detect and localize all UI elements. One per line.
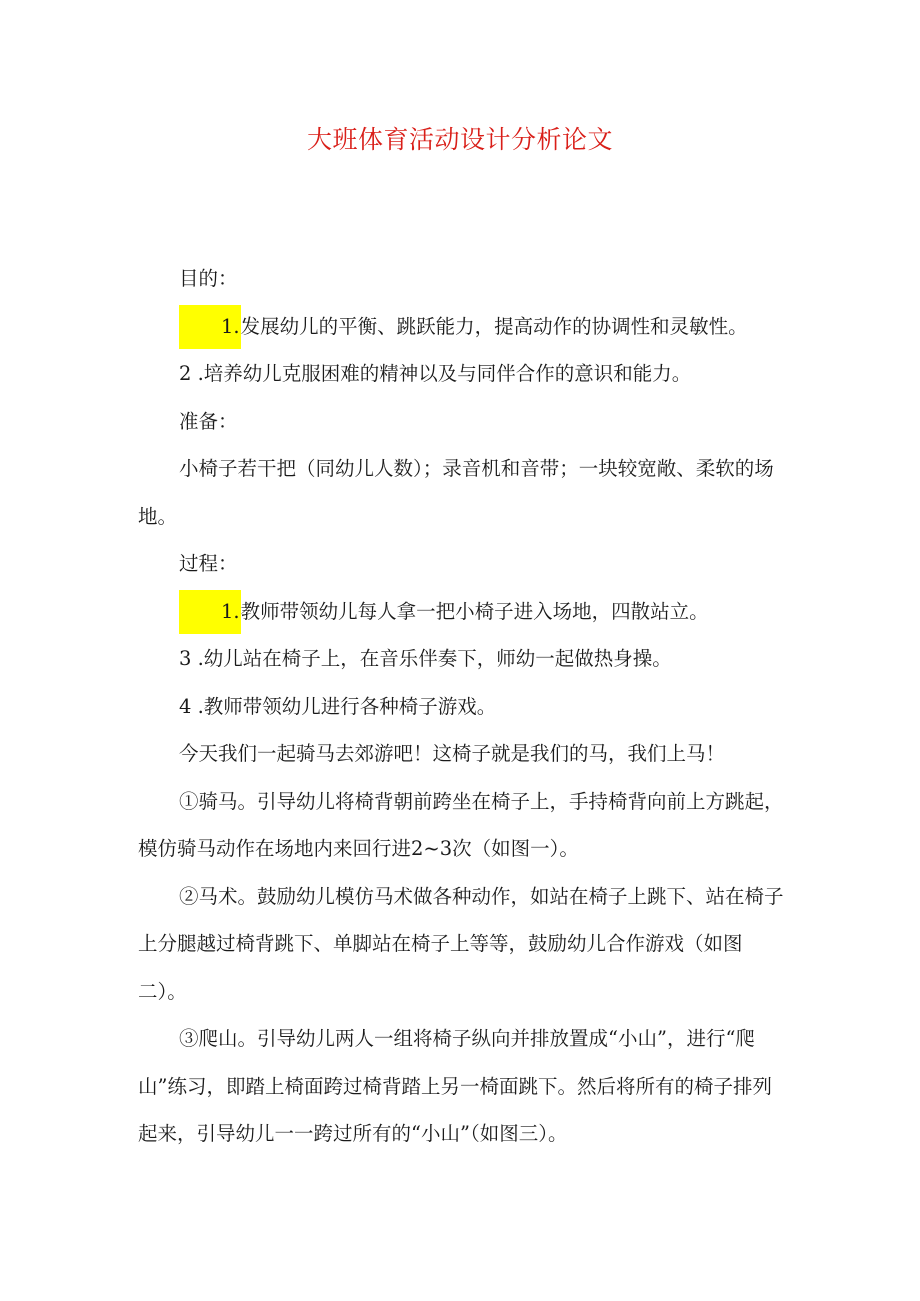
list-item-text: 发展幼儿的平衡、跳跃能力，提高动作的协调性和灵敏性。: [240, 314, 748, 338]
process-item-4: 4 .教师带领幼儿进行各种椅子游戏。: [179, 694, 497, 718]
list-item-2: 2 .培养幼儿克服困难的精神以及与同伴合作的意识和能力。: [179, 362, 692, 385]
process-item-text: 教师带领幼儿每人拿一把小椅子进入场地，四散站立。: [240, 599, 709, 623]
list-item-1: [138, 303, 788, 351]
document-body: [138, 255, 788, 1158]
preparation-paragraph: 小椅子若干把（同幼儿人数）；录音机和音带；一块较宽敞、柔软的场地。: [138, 457, 774, 528]
game-riding-paragraph: ①骑马。引导幼儿将椅背朝前跨坐在椅子上，手持椅背向前上方跳起，模仿骑马动作在场地内来回行进2~3次（如图一）。: [138, 789, 784, 860]
intro-paragraph: 今天我们一起骑马去郊游吧！这椅子就是我们的马，我们上马！: [179, 742, 726, 765]
section-heading-preparation: 准备：: [179, 409, 238, 433]
highlight-number: 1.: [179, 590, 241, 634]
section-heading-purpose: 目的：: [179, 267, 238, 290]
process-item-1: [138, 588, 788, 636]
highlight-number: 1.: [179, 305, 241, 349]
game-horsemanship-paragraph: ②马术。鼓励幼儿模仿马术做各种动作，如站在椅子上跳下、站在椅子上分腿越过椅背跳下、单脚站在椅子上等等，鼓励幼儿合作游戏（如图二）。: [138, 884, 784, 1003]
document-title: 大班体育活动设计分析论文: [306, 125, 613, 154]
section-heading-process: 过程：: [179, 552, 238, 575]
game-climbing-paragraph: ③爬山。引导幼儿两人一组将椅子纵向并排放置成“小山”，进行“爬山”练习，即踏上椅面跨过椅背踏上另一椅面跳下。然后将所有的椅子排列起来，引导幼儿一一跨过所有的“小山”（如图三）。: [138, 1027, 772, 1145]
process-item-3: 3 .幼儿站在椅子上，在音乐伴奏下，师幼一起做热身操。: [179, 647, 672, 670]
